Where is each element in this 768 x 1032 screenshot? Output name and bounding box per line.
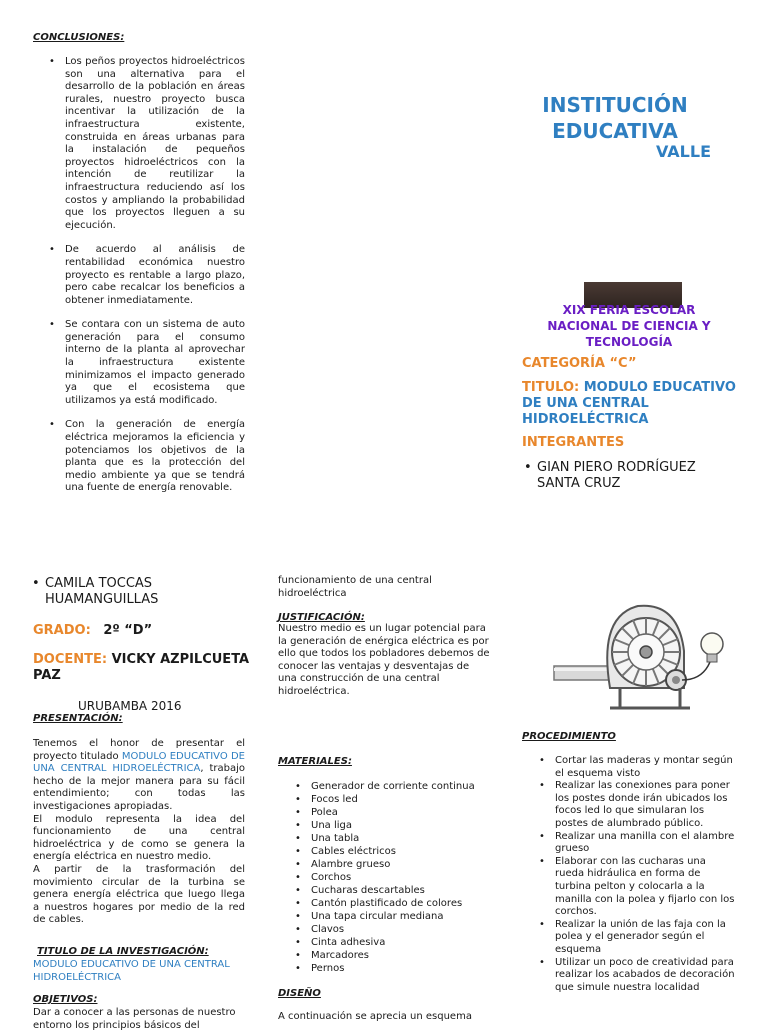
titulo-value: MODULO EDUCATIVO DE UNA CENTRAL HIDROELÉCTRICA xyxy=(522,380,736,427)
list-item: • Pernos xyxy=(293,962,493,975)
list-item: • Realizar la unión de las faja con la polea y el generador según el esquema xyxy=(537,919,737,957)
docente-value: VICKY AZPILCUETA PAZ xyxy=(33,652,250,683)
list-item: • Alambre grueso xyxy=(293,858,493,871)
presentacion-title: MODULO EDUCATIVO DE UNA CENTRAL HIDROELÉCTRICA xyxy=(33,750,245,775)
objetivos-text: Dar a conocer a las personas de nuestro entorno los principios básicos del xyxy=(33,1007,236,1031)
presentacion-post: , trabajo hecho de la mejor manera para su fácil entendimiento; con todas las investigaciones apropiadas. xyxy=(33,763,245,812)
institution-name xyxy=(530,92,700,144)
list-item: • Cinta adhesiva xyxy=(293,936,493,949)
grado-row xyxy=(33,623,152,639)
list-item: • Polea xyxy=(293,806,493,819)
titulo-investigacion-value: MODULO EDUCATIVO DE UNA CENTRAL HIDROELÉCTRICA xyxy=(33,959,230,983)
titulo-label: TITULO: xyxy=(522,380,580,395)
list-item: • Cortar las maderas y montar según el esquema visto xyxy=(537,755,737,780)
docente-row xyxy=(33,652,253,684)
list-item: • De acuerdo al análisis de rentabilidad económica nuestro proyecto es rentable a largo plazo, pero cabe recalcar los beneficios a obtener inmediatamente. xyxy=(47,244,245,307)
list-item: • Elaborar con las cucharas una rueda hidráulica en forma de turbina pelton y colocarla a la manilla con la polea y fijarlo con los corchos. xyxy=(537,856,737,919)
justificacion-text: Nuestro medio es un lugar potencial para la generación de enérgica eléctrica es por ello que todos los pobladores debemos de conocer las ventajas y desventajas de una construcción de una central hidroeléctrica. xyxy=(278,623,490,697)
institution-line-3: VALLE xyxy=(656,142,711,161)
list-item: • Clavos xyxy=(293,923,493,936)
list-item: • GIAN PIERO RODRÍGUEZ SANTA CRUZ xyxy=(522,460,722,492)
diseno-heading: DISEÑO xyxy=(278,988,321,999)
presentacion-p3: A partir de la trasformación del movimiento circular de la turbina se genera energía eléctrica que luego llega a nuestros hogares por medio de la red de cables. xyxy=(33,863,245,926)
materiales-heading: MATERIALES: xyxy=(278,756,352,767)
list-item: • Cantón plastificado de colores xyxy=(293,897,493,910)
procedimiento-heading: PROCEDIMIENTO xyxy=(522,731,616,742)
list-item: • CAMILA TOCCAS HUAMANGUILLAS xyxy=(30,576,230,608)
list-item: • Focos led xyxy=(293,793,493,806)
list-item: • Una tapa circular mediana xyxy=(293,910,493,923)
grado-value: 2º “D” xyxy=(103,623,153,638)
feria-title: XIX FERIA ESCOLAR NACIONAL DE CIENCIA Y TECNOLOGÍA xyxy=(547,303,711,349)
institution-line-2: EDUCATIVA xyxy=(552,119,678,143)
materiales-list xyxy=(293,780,493,975)
presentacion-heading: PRESENTACIÓN: xyxy=(33,713,123,724)
presentacion-body xyxy=(33,738,245,927)
list-item: • Los peños proyectos hidroeléctricos son una alternativa para el desarrollo de la población en áreas rurales, nuestro proyecto busca incentivar la utilización de la infraestructura existente, construida en áreas urbanas para la instalación de pequeños proyectos hidroeléctricos con la intención de reutilizar la infraestructura reduciendo así los costos y ampliando la probabilidad que los proyectos lleguen a su ejecución. xyxy=(47,56,245,232)
docente-label: DOCENTE: xyxy=(33,652,108,667)
objetivos-heading: OBJETIVOS: xyxy=(33,994,98,1005)
integrantes-list xyxy=(522,460,722,492)
list-item: • Una liga xyxy=(293,819,493,832)
list-item: • Marcadores xyxy=(293,949,493,962)
list-item: • Corchos xyxy=(293,871,493,884)
list-item: • Cucharas descartables xyxy=(293,884,493,897)
institution-line-1: INSTITUCIÓN xyxy=(542,93,688,117)
justificacion-heading: JUSTIFICACIÓN: xyxy=(278,612,365,623)
presentacion-pre: Tenemos el honor de presentar el proyecto titulado xyxy=(33,738,245,762)
titulo-investigacion-heading: TITULO DE LA INVESTIGACIÓN: xyxy=(37,946,209,957)
presentacion-p2: El modulo representa la idea del funcionamiento de una central hidroeléctrica y de como se genera la energía eléctrica en nuestro medio. xyxy=(33,813,245,863)
grado-label: GRADO: xyxy=(33,623,91,638)
integrante-list-2 xyxy=(30,576,230,608)
list-item: • Con la generación de energía eléctrica mejoramos la eficiencia y potenciamos los objetivos de la planta que es la protección del medio ambiente ya que se tendrá una fuente de energía renovable. xyxy=(47,419,245,495)
turbine-illustration xyxy=(550,596,730,714)
list-item: • Una tabla xyxy=(293,832,493,845)
integrantes-label: INTEGRANTES xyxy=(522,435,625,450)
conclusiones-heading: CONCLUSIONES: xyxy=(33,32,125,43)
list-item: • Generador de corriente continua xyxy=(293,780,493,793)
funcionamiento-text: funcionamiento de una central hidroeléctrica xyxy=(278,575,432,599)
list-item: • Utilizar un poco de creatividad para realizar los acabados de decoración que simule nuestra localidad xyxy=(537,957,737,995)
place-year: URUBAMBA 2016 xyxy=(78,699,182,713)
conclusiones-list xyxy=(47,56,245,495)
list-item: • Cables eléctricos xyxy=(293,845,493,858)
titulo-block xyxy=(522,380,742,428)
presentacion-p1 xyxy=(33,738,245,814)
categoria: CATEGORÍA “C” xyxy=(522,356,637,371)
list-item: • Realizar las conexiones para poner los postes donde irán ubicados los focos led lo que simularan los postes de alumbrado público. xyxy=(537,780,737,830)
diseno-text: A continuación se aprecia un esquema xyxy=(278,1011,472,1022)
list-item: • Se contara con un sistema de auto generación para el consumo interno de la planta al aprovechar la infraestructura existente minimizamos el impacto generado ya que el ecosistema que utilizamos ya está modificado. xyxy=(47,319,245,407)
list-item: • Realizar una manilla con el alambre grueso xyxy=(537,831,737,856)
procedimiento-list xyxy=(537,755,737,994)
